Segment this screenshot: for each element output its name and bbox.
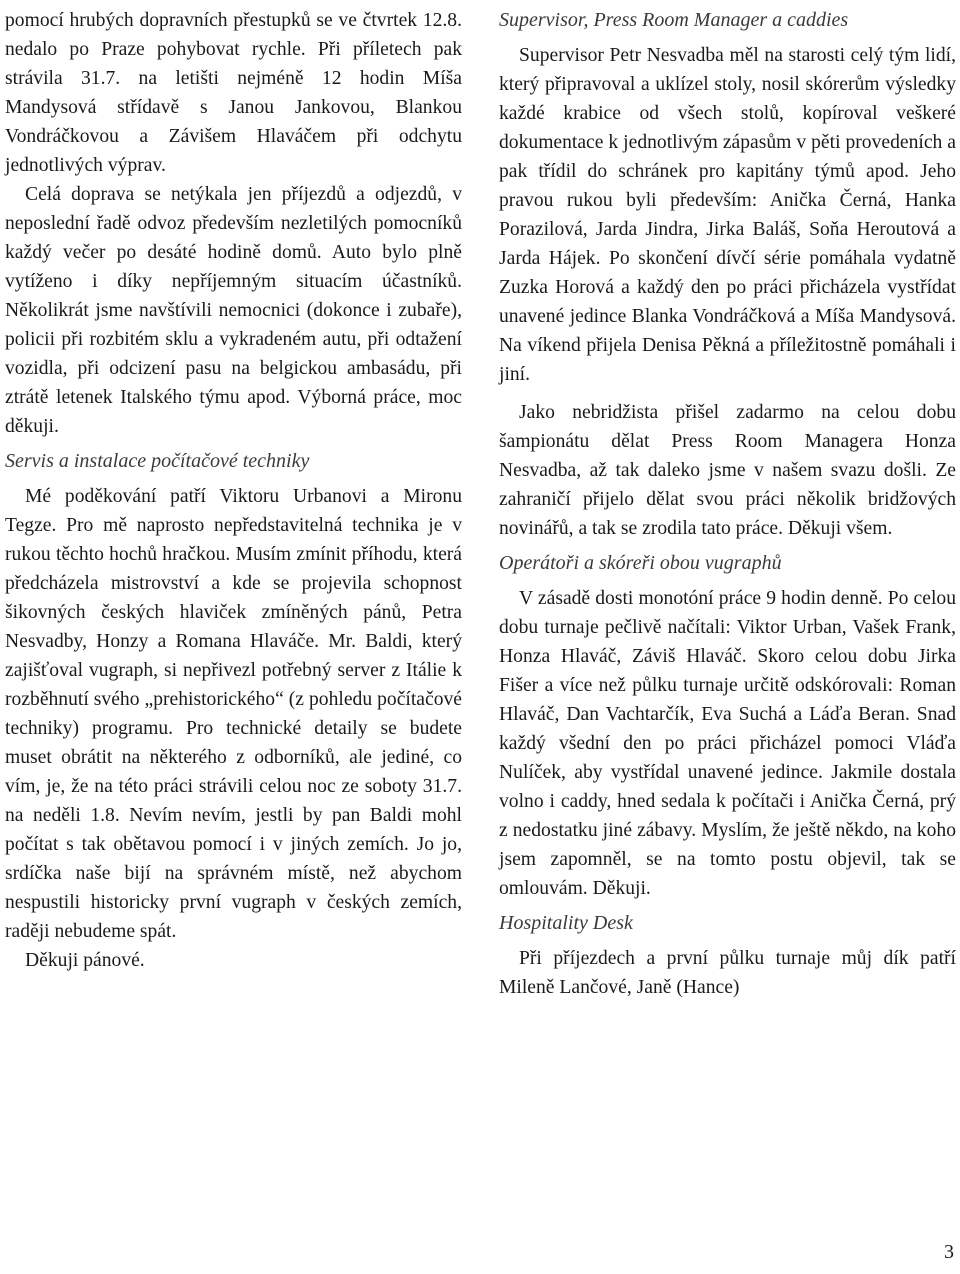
paragraph-thanks: Děkuji pánové. xyxy=(25,950,145,971)
section-heading-hospitality: Hospitality Desk xyxy=(499,912,633,934)
paragraph-transport-continued: pomocí hrubých dopravních přestupků se ve čtvrtek 12.8. nedalo po Praze pohybovat rychle. Při příletech pak strávila 31.7. na letišti nejméně 12 hodin Míša Mandysová střídavě s Janou Jankovou, Blankou Vondráčkovou a Závišem Hlaváčem při odchytu jednotlivých výprav. xyxy=(5,10,462,176)
page-number: 3 xyxy=(944,1241,954,1263)
paragraph-servis: Mé poděkování patří Viktoru Urbanovi a Mironu Tegze. Pro mě naprosto nepředstavitelná technika je v rukou těchto hochů hračkou. Musím zmínit příhodu, která předcházela mistrovství a kde se projevila schopnost šikovných českých hlaviček zmíněných pánů, Petra Nesvadby, Honzy a Romana Hlaváče. Mr. Baldi, který zajišťoval vugraph, si nepřivezl potřebný server z Itálie k rozběhnutí svého „prehistorického“ (z pohledu počítačové techniky) programu. Pro technické detaily se budete muset obrátit na některého z odborníků, ale jediné, co vím, je, že na této práci strávili celou noc ze soboty 31.7. na neděli 1.8. Nevím nevím, jestli by pan Baldi mohl počítat s tak obětavou pomocí i v jiných zemích. Jo jo, srdíčka naše bijí na správném místě, než abychom nespustili historicky první vugraph v českých zemích, raději nebudeme spát. xyxy=(5,486,462,942)
paragraph-press-room: Jako nebridžista přišel zadarmo na celou dobu šampionátu dělat Press Room Managera Honza Nesvadba, až tak daleko jsme v našem svazu došli. Ze zahraničí přijelo dělat svou práci několik bridžových novinářů, a tak se zrodila tato práce. Děkuji všem. xyxy=(499,402,956,539)
paragraph-transport: Celá doprava se netýkala jen příjezdů a odjezdů, v neposlední řadě odvoz především nezletilých pomocníků každý večer po desáté hodině domů. Auto bylo plně vytíženo i díky nepříjemným situacím účastníků. Několikrát jsme navštívili nemocnici (dokonce i zubaře), policii při rozbitém sklu a vykradeném autu, při odtažení vozidla, při odcizení pasu na belgickou ambasádu, při ztrátě letenek Italského týmu apod. Výborná práce, moc děkuji. xyxy=(5,184,462,437)
section-heading-operatori: Operátoři a skóreři obou vugraphů xyxy=(499,552,782,574)
left-column xyxy=(5,6,462,975)
paragraph-supervisor: Supervisor Petr Nesvadba měl na starosti celý tým lidí, který připravoval a uklízel stoly, nosil skórerům výsledky každé krabice od všech stolů, kopíroval veškeré dokumentace k jednotlivým zápasům v pěti provedeních a pak třídil do schránek pro kapitány týmů apod. Jeho pravou rukou byli především: Anička Černá, Hanka Porazilová, Jarda Jindra, Jirka Baláš, Soňa Heroutová a Jarda Hájek. Po skončení dívčí série pomáhala vydatně Zuzka Horová a každý den po práci přicházela vystřídat unavené jedince Blanka Vondráčková a Míša Mandysová. Na víkend přijela Denisa Pěkná a příležitostně pomáhali i jiní. xyxy=(499,45,956,385)
right-column xyxy=(499,6,956,1002)
paragraph-hospitality: Při příjezdech a první půlku turnaje můj dík patří Mileně Lančové, Janě (Hance) xyxy=(499,948,956,998)
paragraph-operatori: V zásadě dosti monotóní práce 9 hodin denně. Po celou dobu turnaje pečlivě načítali: Viktor Urban, Vašek Frank, Honza Hlaváč, Záviš Hlaváč. Skoro celou dobu Jirka Fišer a více než půlku turnaje určitě odskórovali: Roman Hlaváč, Dan Vachtarčík, Eva Suchá a Láďa Beran. Snad každý všední den po práci přicházel pomoci Vláďa Nulíček, aby vystřídal unavené jedince. Jakmile dostala volno i caddy, hned sedala k počítači i Anička Černá, prý z nedostatku jiné zábavy. Myslím, že ještě někdo, na koho jsem zapomněl, se na tomto postu objevil, tak se omlouvám. Děkuji. xyxy=(499,588,956,899)
section-heading-supervisor: Supervisor, Press Room Manager a caddies xyxy=(499,9,849,31)
section-heading-servis: Servis a instalace počítačové techniky xyxy=(5,450,310,472)
